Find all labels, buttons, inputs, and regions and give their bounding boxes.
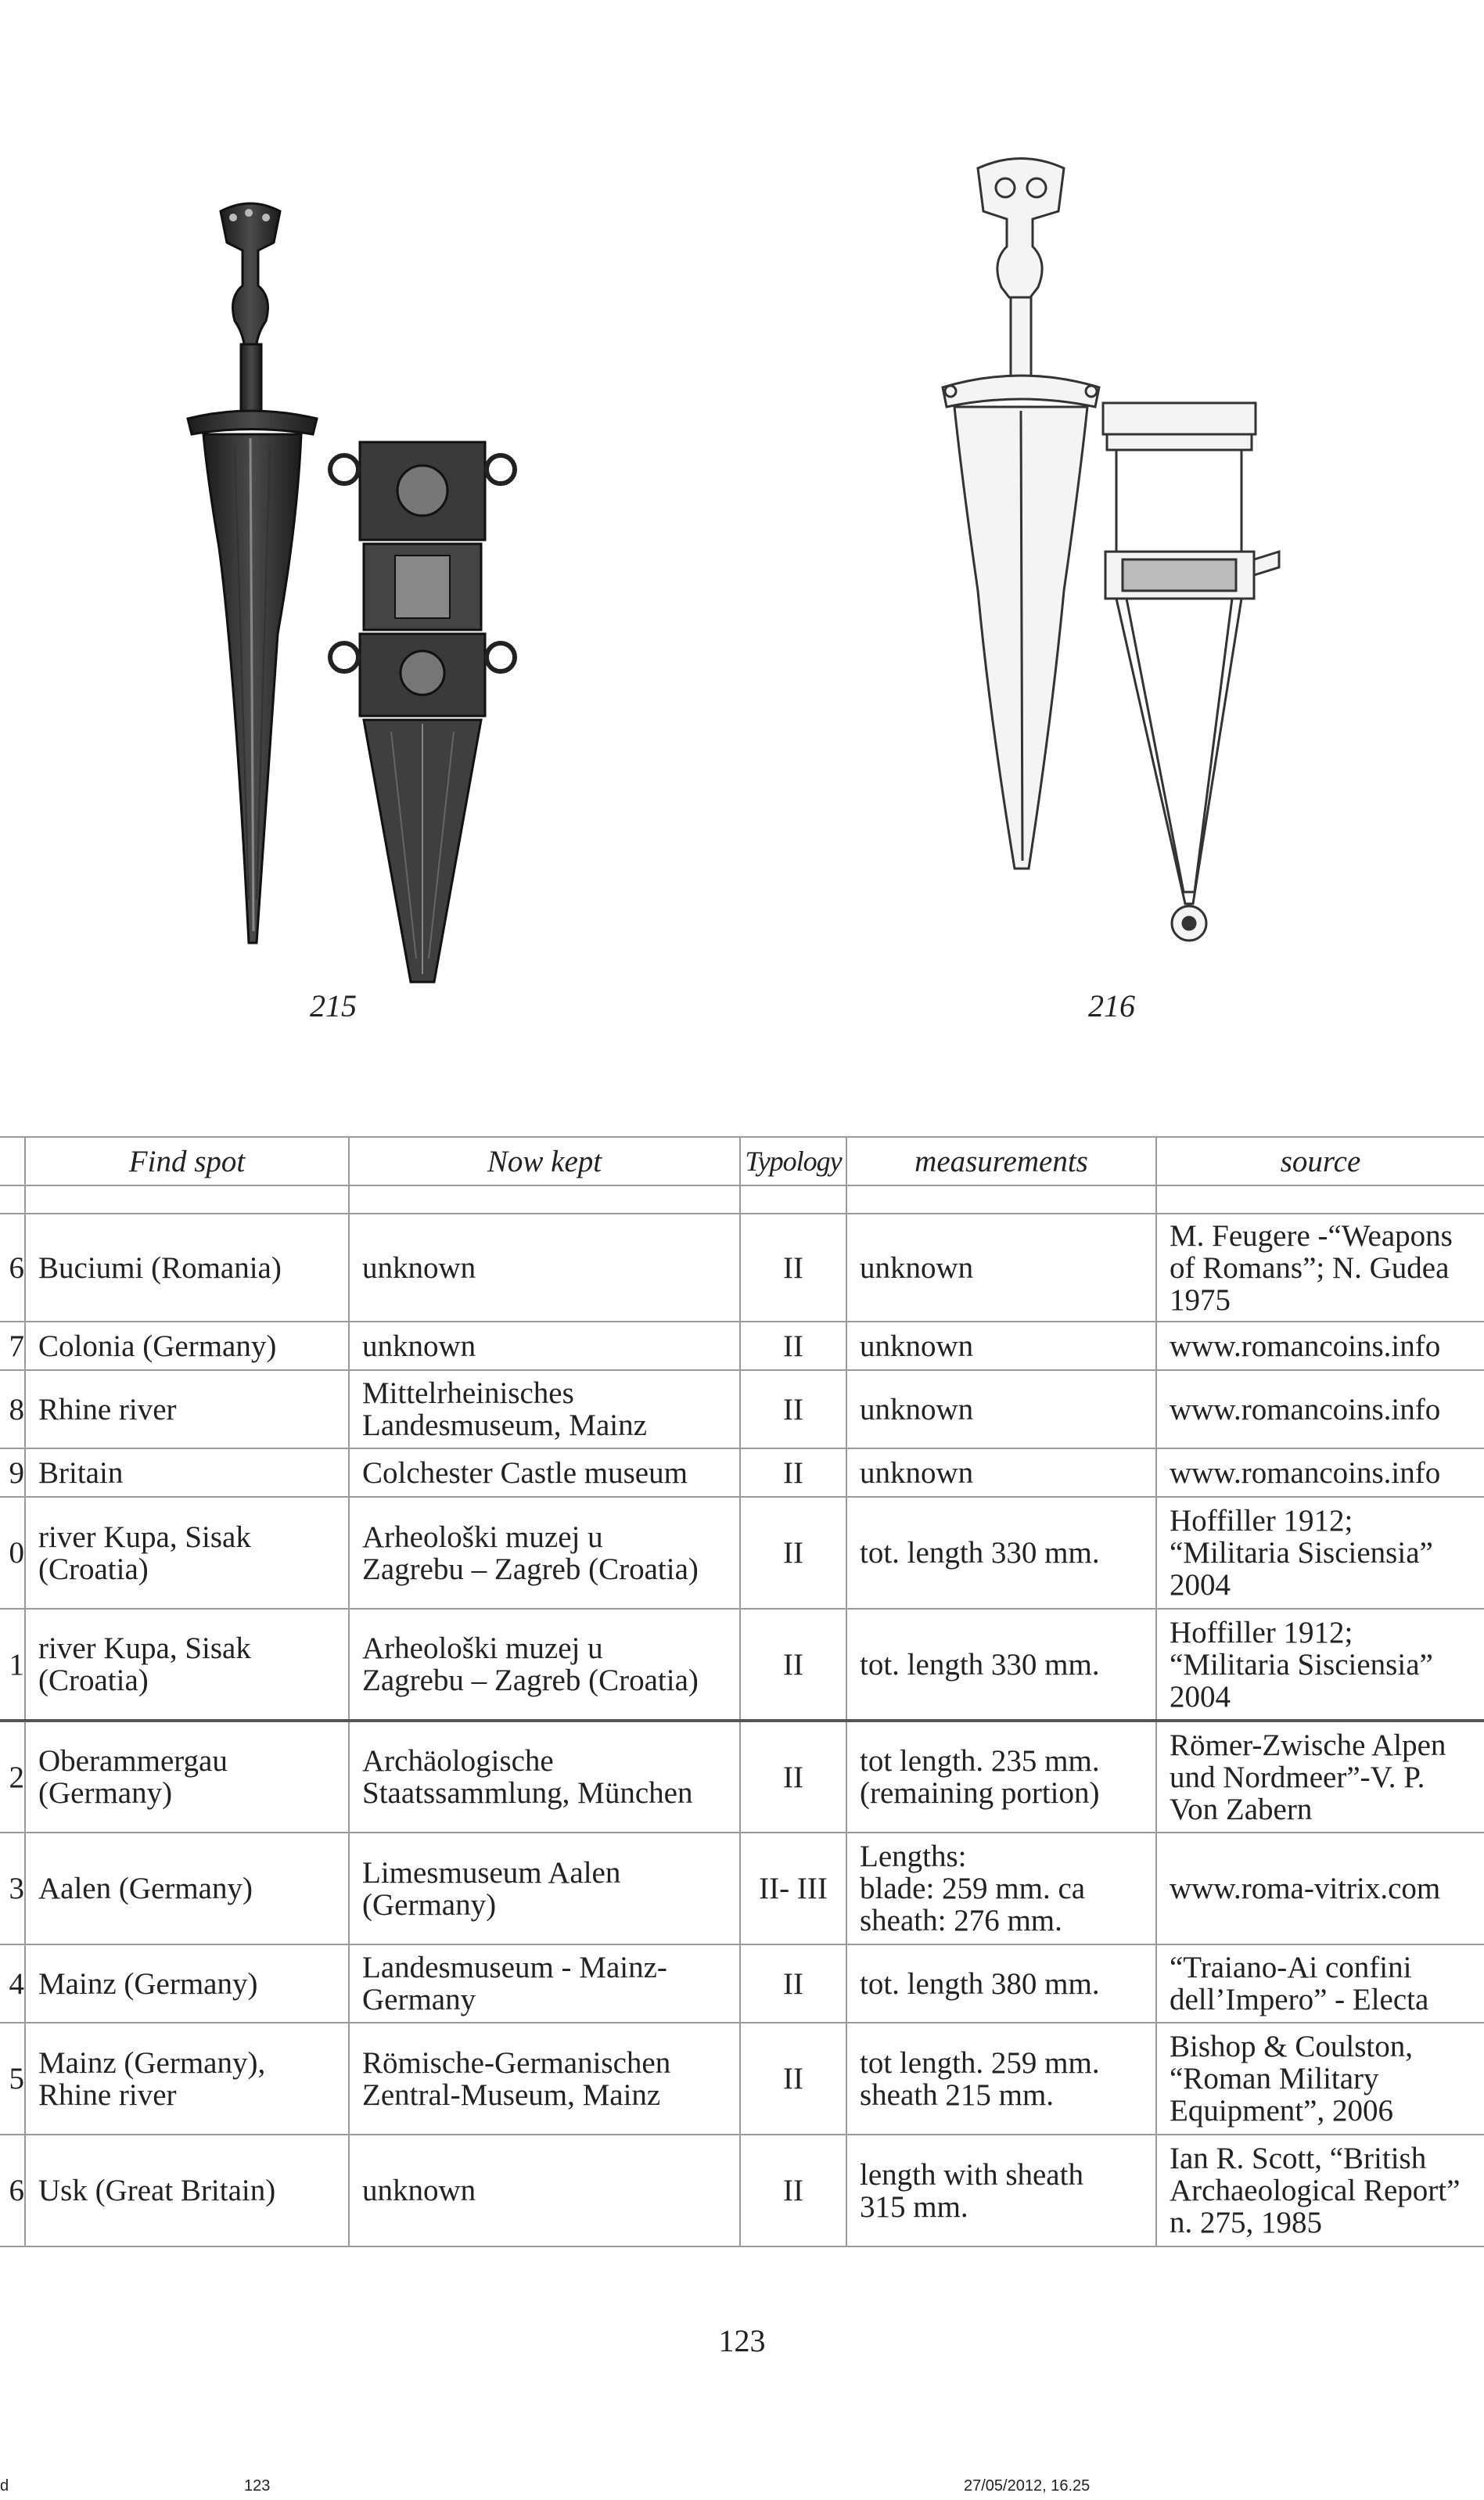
source-line: “Militaria Sisciensia” bbox=[1170, 1536, 1433, 1570]
measurements-line: tot. length 380 mm. bbox=[860, 1966, 1100, 2001]
find-spot-cell bbox=[25, 1609, 349, 1721]
now-kept-line: Arheološki muzej u bbox=[362, 1520, 603, 1554]
table-row bbox=[0, 1944, 1484, 2023]
measurements-line: unknown bbox=[860, 1250, 974, 1285]
header-find-spot: Find spot bbox=[25, 1137, 349, 1185]
find-spot-cell bbox=[25, 1322, 349, 1370]
now-kept-cell bbox=[349, 1944, 740, 2023]
find-spot-line: Oberammergau bbox=[38, 1744, 228, 1778]
footer-middle: 123 bbox=[244, 2477, 271, 2495]
typology-cell: II bbox=[740, 1322, 846, 1370]
measurements-cell bbox=[846, 1944, 1156, 2023]
find-spot-cell bbox=[25, 2023, 349, 2135]
source-line: of Romans”; N. Gudea bbox=[1170, 1250, 1450, 1285]
source-cell bbox=[1156, 1497, 1484, 1609]
measurements-cell bbox=[846, 1609, 1156, 1721]
source-line: Von Zabern bbox=[1170, 1792, 1313, 1826]
find-spot-cell bbox=[25, 1448, 349, 1497]
find-spot-cell bbox=[25, 1497, 349, 1609]
source-line: 2004 bbox=[1170, 1568, 1231, 1602]
row-number bbox=[0, 2135, 25, 2246]
table-row bbox=[0, 2023, 1484, 2135]
find-spot-line: Britain bbox=[38, 1455, 124, 1490]
now-kept-line: Colchester Castle museum bbox=[362, 1455, 688, 1490]
find-spot-line: (Germany) bbox=[38, 1776, 173, 1810]
measurements-line: length with sheath bbox=[860, 2157, 1083, 2192]
find-spot-line: Mainz (Germany), bbox=[38, 2045, 266, 2080]
source-line: “Roman Military bbox=[1170, 2062, 1379, 2095]
source-line: “Traiano-Ai confini bbox=[1170, 1951, 1412, 1984]
source-cell bbox=[1156, 1448, 1484, 1497]
measurements-line: 315 mm. bbox=[860, 2189, 968, 2224]
source-line: www.romancoins.info bbox=[1170, 1392, 1441, 1426]
measurements-cell bbox=[846, 1322, 1156, 1370]
measurements-cell bbox=[846, 1721, 1156, 1833]
source-cell bbox=[1156, 1214, 1484, 1322]
now-kept-cell bbox=[349, 1609, 740, 1721]
row-number bbox=[0, 2023, 25, 2135]
find-spot-cell bbox=[25, 1214, 349, 1322]
find-spot-line: Usk (Great Britain) bbox=[38, 2174, 276, 2207]
header-number bbox=[0, 1137, 25, 1185]
now-kept-cell bbox=[349, 1448, 740, 1497]
now-kept-cell bbox=[349, 1497, 740, 1609]
row-number bbox=[0, 1944, 25, 2023]
source-cell bbox=[1156, 1944, 1484, 2023]
source-cell bbox=[1156, 2135, 1484, 2246]
measurements-line: (remaining portion) bbox=[860, 1776, 1100, 1810]
source-line: “Militaria Sisciensia” bbox=[1170, 1647, 1433, 1682]
source-line: Archaeological Report” bbox=[1170, 2174, 1461, 2207]
now-kept-cell bbox=[349, 1214, 740, 1322]
source-line: www.romancoins.info bbox=[1170, 1329, 1441, 1363]
measurements-cell bbox=[846, 1497, 1156, 1609]
source-line: Hoffiller 1912; bbox=[1170, 1615, 1353, 1649]
row-number-text: 5 bbox=[9, 2062, 24, 2095]
measurements-line: sheath: 276 mm. bbox=[860, 1904, 1062, 1937]
header-typology: Typology bbox=[740, 1137, 846, 1185]
find-spot-cell bbox=[25, 2135, 349, 2246]
now-kept-line: Germany bbox=[362, 1983, 476, 2016]
row-number-text: 9 bbox=[9, 1455, 24, 1490]
now-kept-cell bbox=[349, 1721, 740, 1833]
now-kept-line: unknown bbox=[362, 1250, 476, 1285]
typology-cell: II bbox=[740, 1497, 846, 1609]
typology-cell: II bbox=[740, 1214, 846, 1322]
find-spot-cell bbox=[25, 1833, 349, 1944]
find-spot-line: (Croatia) bbox=[38, 1664, 149, 1697]
table-row bbox=[0, 1214, 1484, 1322]
measurements-line: unknown bbox=[860, 1392, 974, 1426]
row-number-text: 8 bbox=[9, 1392, 24, 1426]
typology-cell: II bbox=[740, 1944, 846, 2023]
header-source: source bbox=[1156, 1137, 1484, 1185]
footer-left: d bbox=[0, 2477, 9, 2495]
dagger-illustration-215 bbox=[172, 196, 563, 962]
measurements-cell bbox=[846, 2135, 1156, 2246]
dagger-illustration-216 bbox=[935, 153, 1287, 959]
source-line: Römer-Zwische Alpen bbox=[1170, 1728, 1446, 1762]
now-kept-line: Archäologische bbox=[362, 1744, 554, 1778]
now-kept-line: Landesmuseum, Mainz bbox=[362, 1408, 647, 1442]
row-number-text: 1 bbox=[9, 1647, 24, 1682]
typology-cell: II bbox=[740, 1609, 846, 1721]
now-kept-line: Mittelrheinisches bbox=[362, 1376, 574, 1410]
table-row bbox=[0, 1370, 1484, 1448]
row-number bbox=[0, 1322, 25, 1370]
measurements-line: Lengths: bbox=[860, 1840, 967, 1873]
source-line: M. Feugere -“Weapons bbox=[1170, 1218, 1453, 1253]
typology-cell: II bbox=[740, 1448, 846, 1497]
source-line: n. 275, 1985 bbox=[1170, 2206, 1322, 2239]
measurements-line: tot length. 259 mm. bbox=[860, 2045, 1100, 2080]
source-line: www.roma-vitrix.com bbox=[1170, 1872, 1441, 1905]
typology-cell: II bbox=[740, 2135, 846, 2246]
typology-cell: II- III bbox=[740, 1833, 846, 1944]
measurements-line: unknown bbox=[860, 1455, 974, 1490]
source-line: www.romancoins.info bbox=[1170, 1455, 1441, 1490]
find-spot-cell bbox=[25, 1721, 349, 1833]
table-row bbox=[0, 1497, 1484, 1609]
figure-caption-215: 215 bbox=[310, 988, 357, 1023]
source-line: Bishop & Coulston, bbox=[1170, 2030, 1413, 2063]
row-number bbox=[0, 1609, 25, 1721]
row-number bbox=[0, 1370, 25, 1448]
footer-timestamp: 27/05/2012, 16.25 bbox=[964, 2477, 1091, 2495]
row-number bbox=[0, 1214, 25, 1322]
find-spot-line: (Croatia) bbox=[38, 1552, 149, 1586]
now-kept-line: Arheološki muzej u bbox=[362, 1631, 603, 1665]
measurements-cell bbox=[846, 2023, 1156, 2135]
now-kept-line: Zagrebu – Zagreb (Croatia) bbox=[362, 1552, 699, 1586]
row-number bbox=[0, 1833, 25, 1944]
source-line: Ian R. Scott, “British bbox=[1170, 2142, 1427, 2175]
measurements-line: tot. length 330 mm. bbox=[860, 1647, 1100, 1682]
table-row bbox=[0, 1609, 1484, 1721]
find-spot-line: Mainz (Germany) bbox=[38, 1966, 258, 2001]
catalog-table bbox=[0, 1136, 1484, 2247]
source-cell bbox=[1156, 1721, 1484, 1833]
find-spot-line: Aalen (Germany) bbox=[38, 1872, 253, 1905]
header-measurements: measurements bbox=[846, 1137, 1156, 1185]
source-cell bbox=[1156, 1609, 1484, 1721]
now-kept-cell bbox=[349, 2023, 740, 2135]
typology-cell: II bbox=[740, 1370, 846, 1448]
source-line: dell’Impero” - Electa bbox=[1170, 1983, 1429, 2016]
source-line: Equipment”, 2006 bbox=[1170, 2094, 1393, 2128]
row-number-text: 6 bbox=[9, 2174, 24, 2207]
source-line: 2004 bbox=[1170, 1679, 1231, 1714]
source-cell bbox=[1156, 1833, 1484, 1944]
measurements-cell bbox=[846, 1833, 1156, 1944]
row-number-text: 0 bbox=[9, 1536, 24, 1570]
source-line: Hoffiller 1912; bbox=[1170, 1504, 1353, 1538]
find-spot-line: river Kupa, Sisak bbox=[38, 1520, 251, 1554]
row-number-text: 6 bbox=[9, 1250, 24, 1285]
table-row bbox=[0, 1322, 1484, 1370]
find-spot-cell bbox=[25, 1944, 349, 2023]
page-number: 123 bbox=[718, 2323, 766, 2358]
table-header-row bbox=[0, 1137, 1484, 1185]
now-kept-line: unknown bbox=[362, 2174, 476, 2207]
figure-caption-216: 216 bbox=[1088, 988, 1135, 1023]
now-kept-line: Römische-Germanischen bbox=[362, 2045, 671, 2080]
now-kept-line: unknown bbox=[362, 1329, 476, 1363]
source-cell bbox=[1156, 1370, 1484, 1448]
measurements-line: tot length. 235 mm. bbox=[860, 1744, 1100, 1778]
now-kept-line: Landesmuseum - Mainz- bbox=[362, 1951, 667, 1984]
table-row bbox=[0, 1448, 1484, 1497]
source-line: 1975 bbox=[1170, 1282, 1231, 1317]
find-spot-line: river Kupa, Sisak bbox=[38, 1631, 251, 1665]
now-kept-cell bbox=[349, 1833, 740, 1944]
row-number-text: 2 bbox=[9, 1760, 24, 1794]
find-spot-cell bbox=[25, 1370, 349, 1448]
header-now-kept: Now kept bbox=[349, 1137, 740, 1185]
now-kept-cell bbox=[349, 1370, 740, 1448]
measurements-line: sheath 215 mm. bbox=[860, 2077, 1055, 2112]
now-kept-line: Limesmuseum Aalen bbox=[362, 1855, 621, 1890]
measurements-cell bbox=[846, 1370, 1156, 1448]
now-kept-line: Staatssammlung, München bbox=[362, 1776, 693, 1810]
source-line: und Nordmeer”-V. P. bbox=[1170, 1760, 1425, 1794]
measurements-line: blade: 259 mm. ca bbox=[860, 1872, 1086, 1905]
measurements-cell bbox=[846, 1214, 1156, 1322]
table-row bbox=[0, 2135, 1484, 2246]
now-kept-line: (Germany) bbox=[362, 1887, 497, 1922]
measurements-line: tot. length 330 mm. bbox=[860, 1536, 1100, 1570]
table-row bbox=[0, 1721, 1484, 1833]
row-number bbox=[0, 1448, 25, 1497]
typology-cell: II bbox=[740, 1721, 846, 1833]
find-spot-line: Buciumi (Romania) bbox=[38, 1250, 282, 1285]
measurements-line: unknown bbox=[860, 1329, 974, 1363]
find-spot-line: Rhine river bbox=[38, 2077, 177, 2112]
now-kept-line: Zentral-Museum, Mainz bbox=[362, 2077, 661, 2112]
typology-cell: II bbox=[740, 2023, 846, 2135]
row-number bbox=[0, 1721, 25, 1833]
source-cell bbox=[1156, 2023, 1484, 2135]
row-number-text: 7 bbox=[9, 1329, 24, 1363]
now-kept-cell bbox=[349, 1322, 740, 1370]
now-kept-line: Zagrebu – Zagreb (Croatia) bbox=[362, 1664, 699, 1697]
find-spot-line: Rhine river bbox=[38, 1392, 177, 1426]
find-spot-line: Colonia (Germany) bbox=[38, 1329, 277, 1363]
row-number bbox=[0, 1497, 25, 1609]
table-row bbox=[0, 1833, 1484, 1944]
now-kept-cell bbox=[349, 2135, 740, 2246]
row-number-text: 4 bbox=[9, 1966, 24, 2001]
measurements-cell bbox=[846, 1448, 1156, 1497]
row-number-text: 3 bbox=[9, 1872, 24, 1905]
source-cell bbox=[1156, 1322, 1484, 1370]
